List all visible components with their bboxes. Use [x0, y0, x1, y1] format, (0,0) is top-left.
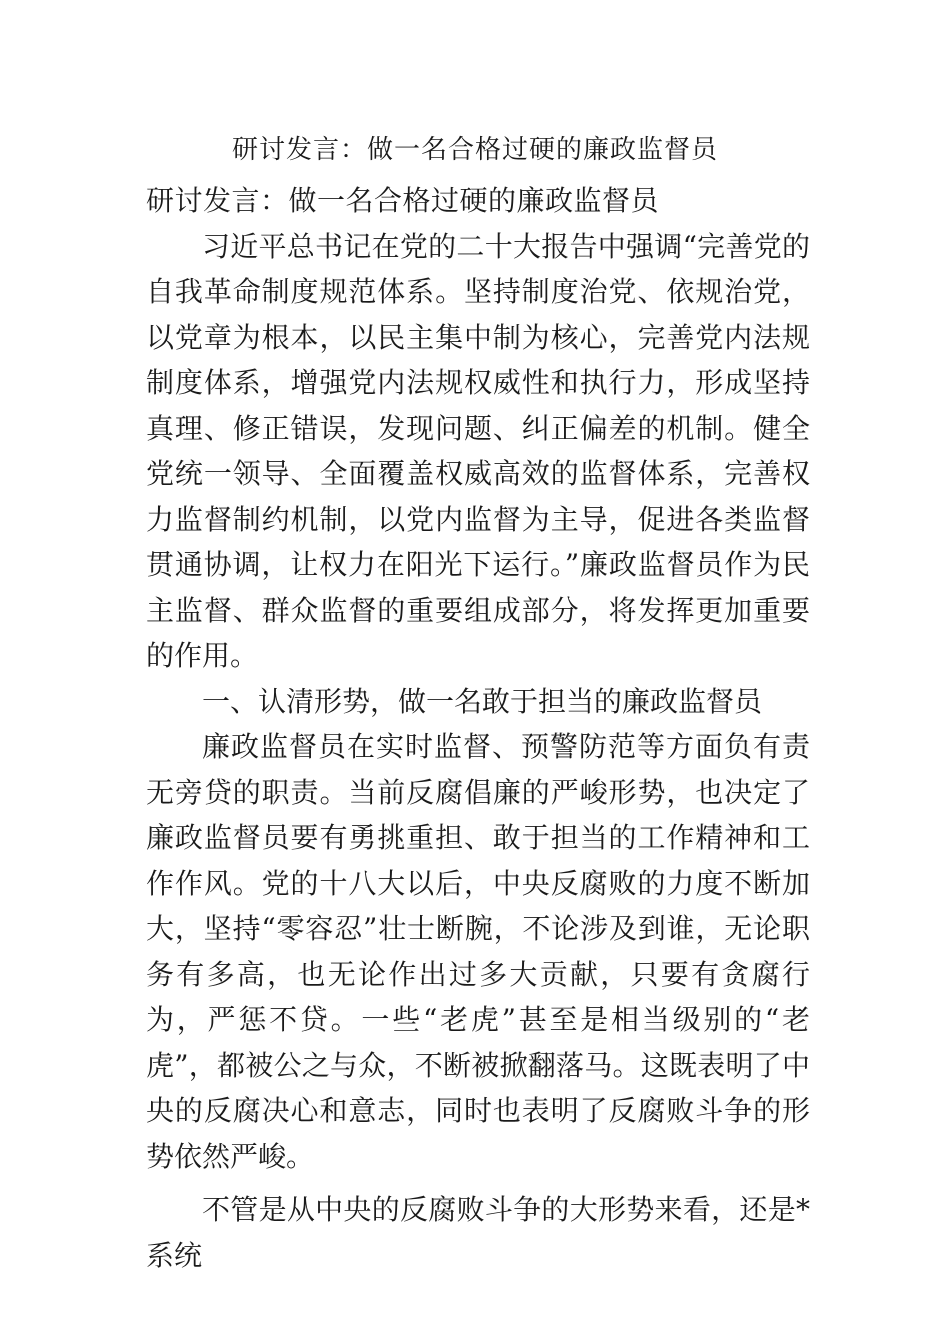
- paragraph-section-1: 廉政监督员在实时监督、预警防范等方面负有责无旁贷的职责。当前反腐倡廉的严峻形势，也决定了廉政监督员要有勇挑重担、敢于担当的工作精神和工作作风。党的十八大以后，中央反腐败的力度不断加大，坚持“零容忍”壮士断腕，不论涉及到谁，无论职务有多高，也无论作出过多大贡献，只要有贪腐行为，严惩不贷。一些“老虎”甚至是相当级别的“老虎”，都被公之与众，不断被掀翻落马。这既表明了中央的反腐决心和意志，同时也表明了反腐败斗争的形势依然严峻。: [146, 730, 810, 1173]
- paragraph-intro: 习近平总书记在党的二十大报告中强调“完善党的自我革命制度规范体系。坚持制度治党、依规治党，以党章为根本，以民主集中制为核心，完善党内法规制度体系，增强党内法规权威性和执行力，形成坚持真理、修正错误，发现问题、纠正偏差的机制。健全党统一领导、全面覆盖权威高效的监督体系，完善权力监督制约机制，以党内监督为主导，促进各类监督贯通协调，让权力在阳光下运行。”廉政监督员作为民主监督、群众监督的重要组成部分，将发挥更加重要的作用。: [146, 229, 810, 672]
- document-subtitle: 研讨发言：做一名合格过硬的廉政监督员: [146, 184, 660, 217]
- paragraph-continuation: 不管是从中央的反腐败斗争的大形势来看，还是*系统: [146, 1193, 810, 1272]
- section-heading-1: 一、认清形势，做一名敢于担当的廉政监督员: [202, 684, 763, 718]
- document-title: 研讨发言：做一名合格过硬的廉政监督员: [231, 135, 718, 165]
- document-body: [146, 178, 810, 1278]
